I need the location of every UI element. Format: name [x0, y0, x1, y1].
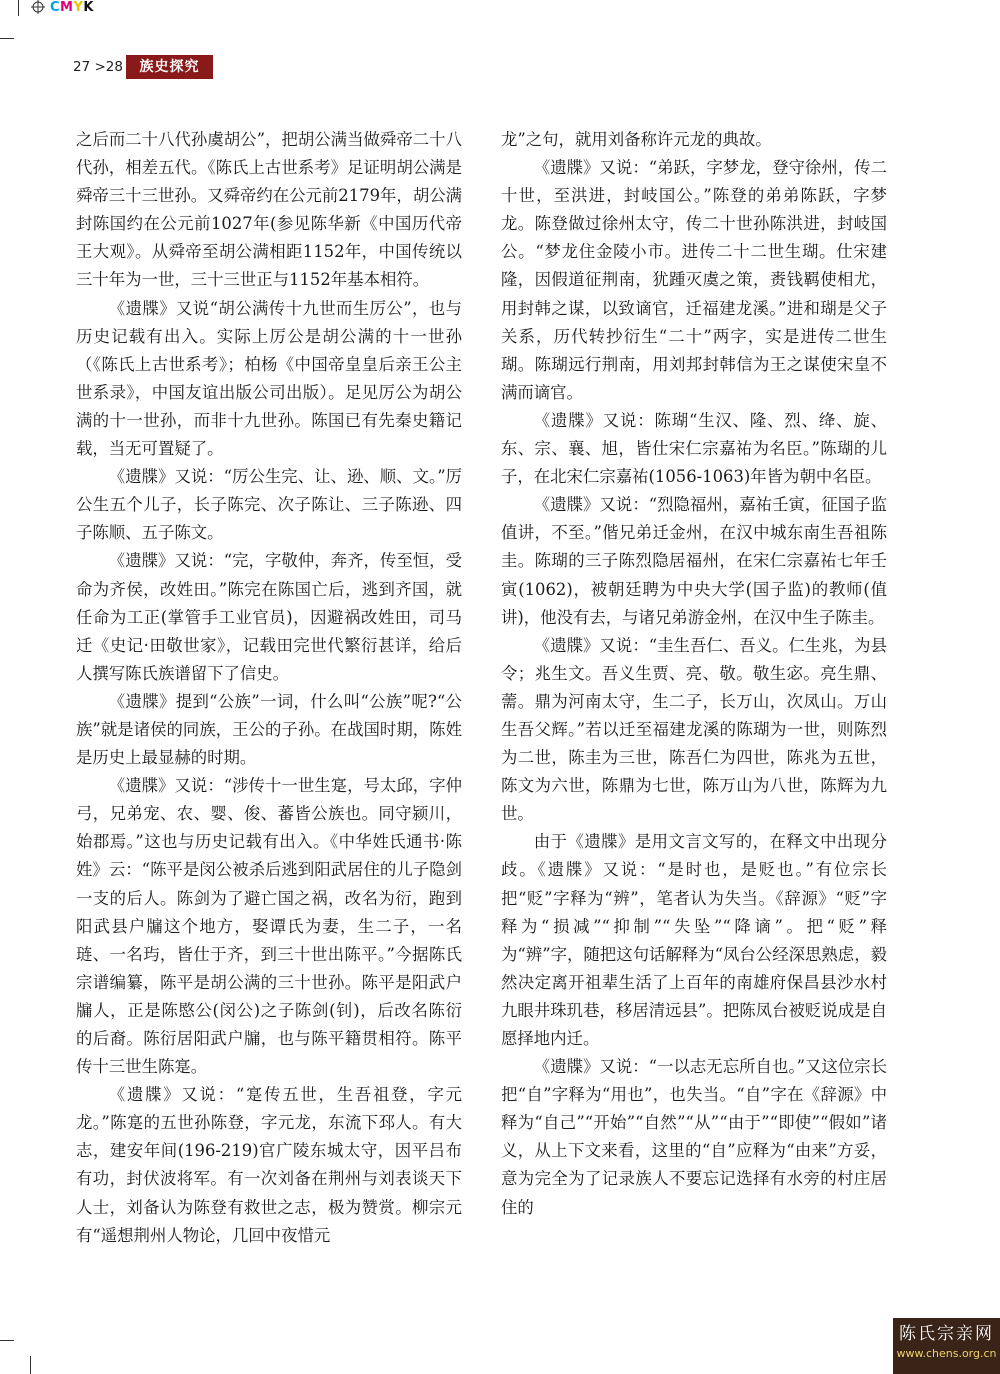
- crop-mark-bottom-left: [30, 1356, 31, 1374]
- left-column: [76, 126, 462, 1250]
- paragraph: 由于《遗牒》是用文言文写的，在释文中出现分歧。《遗牒》又说：“是时也，是贬也。”有位宗长把“贬”字释为“辨”，笔者认为失当。《辞源》“贬”字释为“损减”“抑制”“失坠”“降谪”。把“贬”释为“辨”字，随把这句话解释为“凤台公经深思熟虑，毅然决定离开祖辈生活了上百年的南雄府保昌县沙水村九眼井珠玑巷，移居清远县”。把陈凤台被贬说成是自愿择地内迁。: [501, 832, 887, 1048]
- site-watermark: [893, 1318, 1000, 1374]
- paragraph: 《遗牒》提到“公族”一词，什么叫“公族”呢?“公族”就是诸侯的同族，王公的子孙。在战国时期，陈姓是历史上最显赫的时期。: [76, 691, 462, 768]
- cmyk-color-label: [50, 0, 94, 16]
- registration-mark-icon: [29, 0, 47, 18]
- crop-mark-left-lower: [0, 1340, 14, 1341]
- paragraph: 《遗牒》又说：“圭生吾仁、吾义。仁生兆，为县令；兆生文。吾义生贾、亮、敬。敬生宓。亮生鼎、薷。鼎为河南太守，生二子，长万山，次凤山。万山生吾父辉。”若以迁至福建龙溪的陈瑚为一世，则陈烈为二世，陈圭为三世，陈吾仁为四世，陈兆为五世，陈文为六世，陈鼎为七世，陈万山为八世，陈辉为九世。: [501, 635, 887, 824]
- crop-mark-left-upper: [0, 38, 14, 39]
- paragraph: 《遗牒》又说：“一以志无忘所自也。”又这位宗长把“自”字释为“用也”，也失当。“自”字在《辞源》中释为“自己”“开始”“自然”“从”“由于”“即使”“假如”诸义，从上下文来看，这里的“自”应释为“由来”方妥，意为完全为了记录族人不要忘记选择有水旁的村庄居住的: [501, 1057, 887, 1217]
- page-numbers: 27 >28: [73, 59, 123, 75]
- paragraph: 《遗牒》又说：陈瑚“生汉、隆、烈、绛、旋、东、宗、襄、旭，皆仕宋仁宗嘉祐为名臣。”陈瑚的儿子，在北宋仁宗嘉祐(1056-1063)年皆为朝中名臣。: [501, 410, 887, 487]
- paragraph: 《遗牒》又说：“厉公生完、让、逊、顺、文。”厉公生五个儿子，长子陈完、次子陈让、三子陈逊、四子陈顺、五子陈文。: [76, 467, 462, 543]
- paragraph: 《遗牒》又说“胡公满传十九世而生厉公”，也与历史记载有出入。实际上厉公是胡公满的十一世孙（《陈氏上古世系考》；柏杨《中国帝皇皇后亲王公主世系录》，中国友谊出版公司出版）。足见厉公为胡公满的十一世孙，而非十九世孙。陈国已有先秦史籍记载，当无可置疑了。: [76, 298, 462, 459]
- paragraph: 《遗牒》又说：“寔传五世，生吾祖登，字元龙。”陈寔的五世孙陈登，字元龙，东流下邳人。有大志，建安年间(196-219)官广陵东城太守，因平吕布有功，封伏波将军。有一次刘备在荆州与刘表谈天下人士，刘备认为陈登有救世之志，极为赞赏。柳宗元有“遥想荆州人物论，几回中夜惜元: [76, 1085, 462, 1245]
- paragraph: 《遗牒》又说：“弟跃，字梦龙，登守徐州，传二十世，至洪进，封岐国公。”陈登的弟弟陈跃，字梦龙。陈登做过徐州太守，传二十世孙陈洪进，封岐国公。“梦龙住金陵小市。进传二十二世生瑚。仕宋建隆，因假道征荆南，犹踵灭虞之策，赉钱羁使相尤，用封韩之谋，以致谪官，迁福建龙溪。”进和瑚是父子关系，历代转抄衍生“二十”两字，实是进传二世生瑚。陈瑚远行荆南，用刘邦封韩信为王之谋使宋皇不满而谪官。: [501, 158, 887, 402]
- paragraph: 《遗牒》又说：“完，字敬仲，奔齐，传至恒，受命为齐侯，改姓田。”陈完在陈国亡后，逃到齐国，就任命为工正(掌管手工业官员)，因避祸改姓田，司马迁《史记·田敬世家》，记载田完世代繁衍甚详，给后人撰写陈氏族谱留下了信史。: [76, 551, 462, 683]
- cmyk-y: Y: [73, 0, 84, 15]
- paragraph: 《遗牒》又说：“涉传十一世生寔，号太邱，字仲弓，兄弟宠、农、婴、俊、蕃皆公族也。同守颍川，始郡焉。”这也与历史记载有出入。《中华姓氏通书·陈姓》云：“陈平是闵公被杀后逃到阳武居住的儿子隐剑一支的后人。陈剑为了避亡国之祸，改名为衍，跑到阳武县户牖这个地方，娶谭氏为妻，生二子，一名琏、一名玙，皆仕于齐，到三十世出陈平。”今据陈氏宗谱编纂，陈平是胡公满的三十世孙。陈平是阳武户牖人，正是陈愍公(闵公)之子陈剑(钊)，后改名陈衍的后裔。陈衍居阳武户牖，也与陈平籍贯相符。陈平传十三世生陈寔。: [76, 776, 462, 1077]
- cmyk-k: K: [83, 0, 94, 15]
- paragraph: 《遗牒》又说：“烈隐福州，嘉祐壬寅，征国子监值讲，不至。”偕兄弟迁金州，在汉中城东南生吾祖陈圭。陈瑚的三子陈烈隐居福州，在宋仁宗嘉祐七年壬寅(1062)，被朝廷聘为中央大学(国子监)的教师(值讲)，他没有去，与诸兄弟游金州，在汉中生子陈圭。: [501, 495, 887, 627]
- cmyk-m: M: [60, 0, 74, 15]
- watermark-title: 陈氏宗亲网: [899, 1324, 994, 1344]
- paragraph: 之后而二十八代孙虞胡公”，把胡公满当做舜帝二十八代孙，相差五代。《陈氏上古世系考》足证明胡公满是舜帝三十三世孙。又舜帝约在公元前2179年，胡公满封陈国约在公元前1027年(参见陈华新《中国历代帝王大观》。从舜帝至胡公满相距1152年，中国传统以三十年为一世，三十三世正与1152年基本相符。: [76, 130, 462, 290]
- watermark-url: www.chens.org.cn: [896, 1347, 997, 1360]
- paragraph: 龙”之句，就用刘备称许元龙的典故。: [501, 130, 772, 149]
- crop-mark-top-left: [18, 0, 19, 16]
- cmyk-c: C: [50, 0, 61, 15]
- section-tag: 族史探究: [126, 55, 213, 79]
- right-column: [501, 126, 887, 1222]
